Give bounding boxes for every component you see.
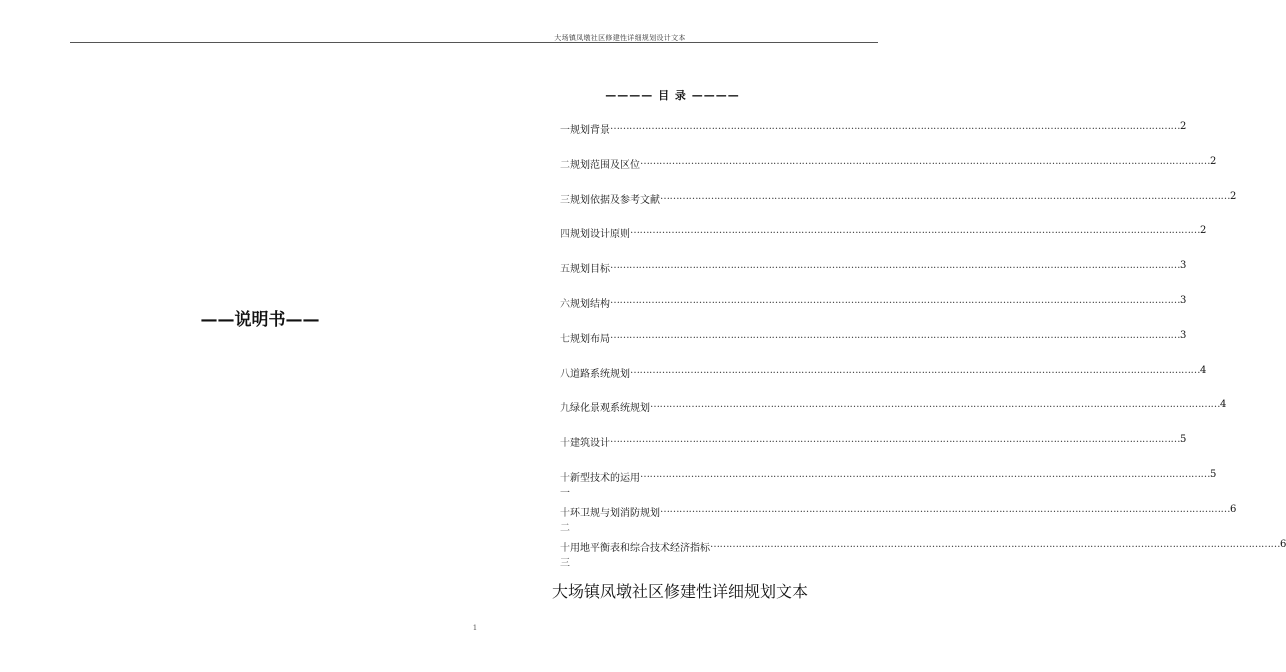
toc-dot-leader: ……………………………………………………………………………………………………………………………………………………………… — [640, 468, 1210, 480]
toc-entry[interactable] — [560, 294, 1187, 330]
toc-entry-page: 4 — [1200, 364, 1207, 376]
toc-entry-page: 2 — [1200, 225, 1207, 237]
toc-entry-number: 十二 — [560, 507, 570, 534]
toc-entry-page: 2 — [1230, 190, 1237, 202]
toc-entry[interactable] — [560, 260, 1187, 295]
toc-dot-leader: ……………………………………………………………………………………………………………………………………………………………… — [710, 538, 1280, 550]
toc-dot-leader: ……………………………………………………………………………………………………………………………………………………………… — [610, 121, 1180, 132]
toc-dot-leader: ……………………………………………………………………………………………………………………………………………………………… — [610, 329, 1180, 341]
toc-dot-leader: ……………………………………………………………………………………………………………………………………………………………… — [630, 364, 1200, 376]
toc-dot-leader: ……………………………………………………………………………………………………………………………………………………………… — [610, 260, 1180, 272]
toc-entry[interactable] — [560, 190, 1237, 226]
toc-entry-page: 4 — [1220, 399, 1227, 411]
toc-entry[interactable] — [560, 468, 1217, 504]
toc-entry-number: 十三 — [560, 542, 570, 569]
toc-entry-title: 建筑设计 — [570, 438, 610, 450]
toc-entry-title: 用地平衡表和综合技术经济指标 — [570, 542, 710, 554]
toc-entry[interactable] — [560, 364, 1207, 400]
toc-entry-number: 六 — [560, 298, 570, 310]
toc-entry-number: 四 — [560, 229, 570, 241]
toc-heading: ———— 目 录 ———— — [605, 89, 740, 102]
header-divider — [70, 42, 878, 43]
toc-entry-number: 五 — [560, 264, 570, 276]
toc-entry-title: 规划目标 — [570, 264, 610, 276]
toc-dot-leader: ……………………………………………………………………………………………………………………………………………………………… — [610, 294, 1180, 306]
toc-entry-title: 规划依据及参考文献 — [570, 194, 660, 206]
section-title: ——说明书—— — [200, 310, 320, 330]
table-of-contents — [560, 121, 1286, 573]
toc-entry-title: 道路系统规划 — [570, 368, 630, 380]
toc-entry[interactable] — [560, 538, 1286, 574]
toc-entry[interactable] — [560, 155, 1217, 191]
toc-entry-number: 一 — [560, 125, 570, 136]
toc-entry-title: 新型技术的运用 — [570, 472, 640, 484]
toc-dot-leader: ……………………………………………………………………………………………………………………………………………………………… — [660, 503, 1230, 515]
toc-entry-title: 规划范围及区位 — [570, 159, 640, 171]
toc-entry-title: 环卫规与划消防规划 — [570, 507, 660, 519]
toc-entry[interactable] — [560, 225, 1207, 260]
toc-entry-title: 规划设计原则 — [570, 229, 630, 241]
toc-dot-leader: ……………………………………………………………………………………………………………………………………………………………… — [610, 434, 1180, 446]
toc-entry-page: 2 — [1210, 155, 1217, 167]
page-number: 1 — [472, 624, 478, 632]
toc-entry-number: 七 — [560, 333, 570, 345]
toc-entry[interactable] — [560, 121, 1187, 156]
toc-entry-page: 3 — [1180, 260, 1187, 272]
document-title: 大场镇凤墩社区修建性详细规划文本 — [551, 582, 808, 601]
toc-entry-title: 规划背景 — [570, 125, 610, 136]
toc-entry-number: 三 — [560, 194, 570, 206]
toc-entry-page: 2 — [1180, 121, 1187, 132]
toc-entry-page: 6 — [1230, 503, 1237, 515]
toc-entry-page: 6 — [1280, 538, 1286, 550]
toc-entry-title: 规划结构 — [570, 298, 610, 310]
toc-dot-leader: ……………………………………………………………………………………………………………………………………………………………… — [650, 399, 1220, 411]
toc-entry-number: 十一 — [560, 472, 570, 499]
toc-entry[interactable] — [560, 503, 1237, 539]
toc-entry-title: 规划布局 — [570, 333, 610, 345]
toc-entry-number: 九 — [560, 403, 570, 415]
toc-entry-title: 绿化景观系统规划 — [570, 403, 650, 415]
toc-entry-page: 3 — [1180, 294, 1187, 306]
toc-entry-number: 八 — [560, 368, 570, 380]
toc-entry-page: 5 — [1210, 468, 1217, 480]
toc-entry[interactable] — [560, 329, 1187, 365]
toc-entry-number: 十 — [560, 438, 570, 450]
toc-entry-number: 二 — [560, 159, 570, 171]
toc-dot-leader: ……………………………………………………………………………………………………………………………………………………………… — [630, 225, 1200, 237]
running-header: 大场镇凤墩社区修建性详细规划设计文本 — [554, 34, 686, 42]
toc-dot-leader: ……………………………………………………………………………………………………………………………………………………………… — [660, 190, 1230, 202]
toc-entry[interactable] — [560, 399, 1227, 434]
toc-entry[interactable] — [560, 434, 1187, 469]
toc-dot-leader: ……………………………………………………………………………………………………………………………………………………………… — [640, 155, 1210, 167]
toc-entry-page: 3 — [1180, 329, 1187, 341]
toc-entry-page: 5 — [1180, 434, 1187, 446]
